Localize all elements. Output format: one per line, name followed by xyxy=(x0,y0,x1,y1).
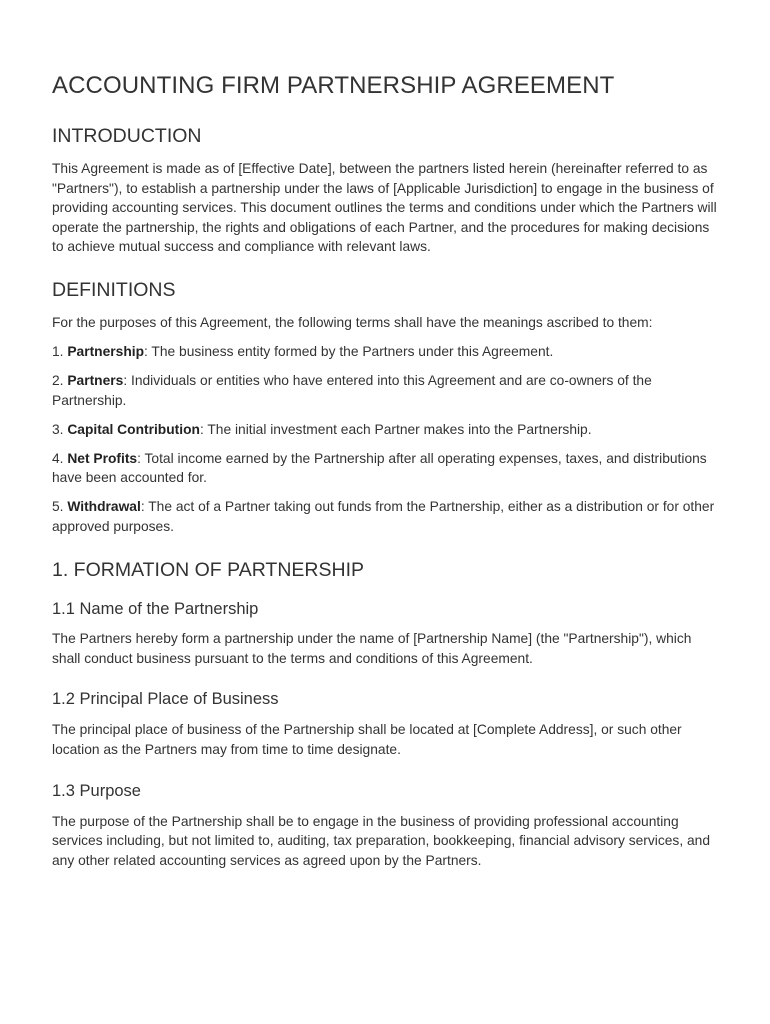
definitions-heading: DEFINITIONS xyxy=(52,278,176,301)
definition-item-partnership xyxy=(52,342,718,362)
definition-item-withdrawal xyxy=(52,497,718,536)
definition-term: Capital Contribution xyxy=(67,421,200,437)
document-title: ACCOUNTING FIRM PARTNERSHIP AGREEMENT xyxy=(52,72,615,99)
definition-number: 5. xyxy=(52,499,68,515)
definition-text: : The initial investment each Partner makes into the Partnership. xyxy=(199,421,592,437)
definition-term: Partnership xyxy=(67,343,145,359)
purpose-heading: 1.3 Purpose xyxy=(52,781,141,800)
definition-item-net-profits xyxy=(52,449,718,488)
formation-heading: 1. FORMATION OF PARTNERSHIP xyxy=(52,559,365,582)
definition-text: : The business entity formed by the Partners under this Agreement. xyxy=(144,343,554,359)
definitions-intro: For the purposes of this Agreement, the following terms shall have the meanings ascribed to them: xyxy=(52,314,653,330)
definition-term: Withdrawal xyxy=(67,499,141,515)
definition-item-capital-contribution xyxy=(52,420,718,440)
definition-text: : The act of a Partner taking out funds from the Partnership, either as a distribution or for other approved purposes. xyxy=(52,499,715,534)
principal-place-heading: 1.2 Principal Place of Business xyxy=(52,690,279,709)
introduction-heading: INTRODUCTION xyxy=(52,125,202,147)
partnership-name-heading: 1.1 Name of the Partnership xyxy=(52,600,259,619)
definition-item-partners xyxy=(52,371,718,410)
definition-text: : Total income earned by the Partnership after all operating expenses, taxes, and distributions have been accounted for. xyxy=(52,450,707,486)
definition-number: 1. xyxy=(52,343,68,359)
introduction-text: This Agreement is made as of [Effective Date], between the partners listed herein (hereinafter referred to as "Partners"), to establish a partnership under the laws of [Applicable Jurisdiction] to engage in the business of providing accounting services. This document outlines the terms and conditions under which the Partners will operate the partnership, the rights and obligations of each Partner, and the procedures for making decisions to achieve mutual success and compliance with relevant laws. xyxy=(52,161,717,255)
definition-number: 2. xyxy=(52,372,68,388)
principal-place-text: The principal place of business of the Partnership shall be located at [Complete Address], or such other location as the Partners may from time to time designate. xyxy=(52,722,682,758)
partnership-name-text: The Partners hereby form a partnership under the name of [Partnership Name] (the "Partnership"), which shall conduct business pursuant to the terms and conditions of this Agreement. xyxy=(52,631,692,666)
definition-number: 3. xyxy=(52,421,68,437)
definition-term: Partners xyxy=(67,372,124,388)
definition-text: : Individuals or entities who have entered into this Agreement and are co-owners of the Partnership. xyxy=(52,372,652,408)
purpose-text: The purpose of the Partnership shall be to engage in the business of providing professional accounting services including, but not limited to, auditing, tax preparation, bookkeeping, financial advisory services, and any other related accounting services as agreed upon by the Partners. xyxy=(52,813,711,868)
definition-term: Net Profits xyxy=(67,450,138,466)
definition-number: 4. xyxy=(52,450,68,466)
